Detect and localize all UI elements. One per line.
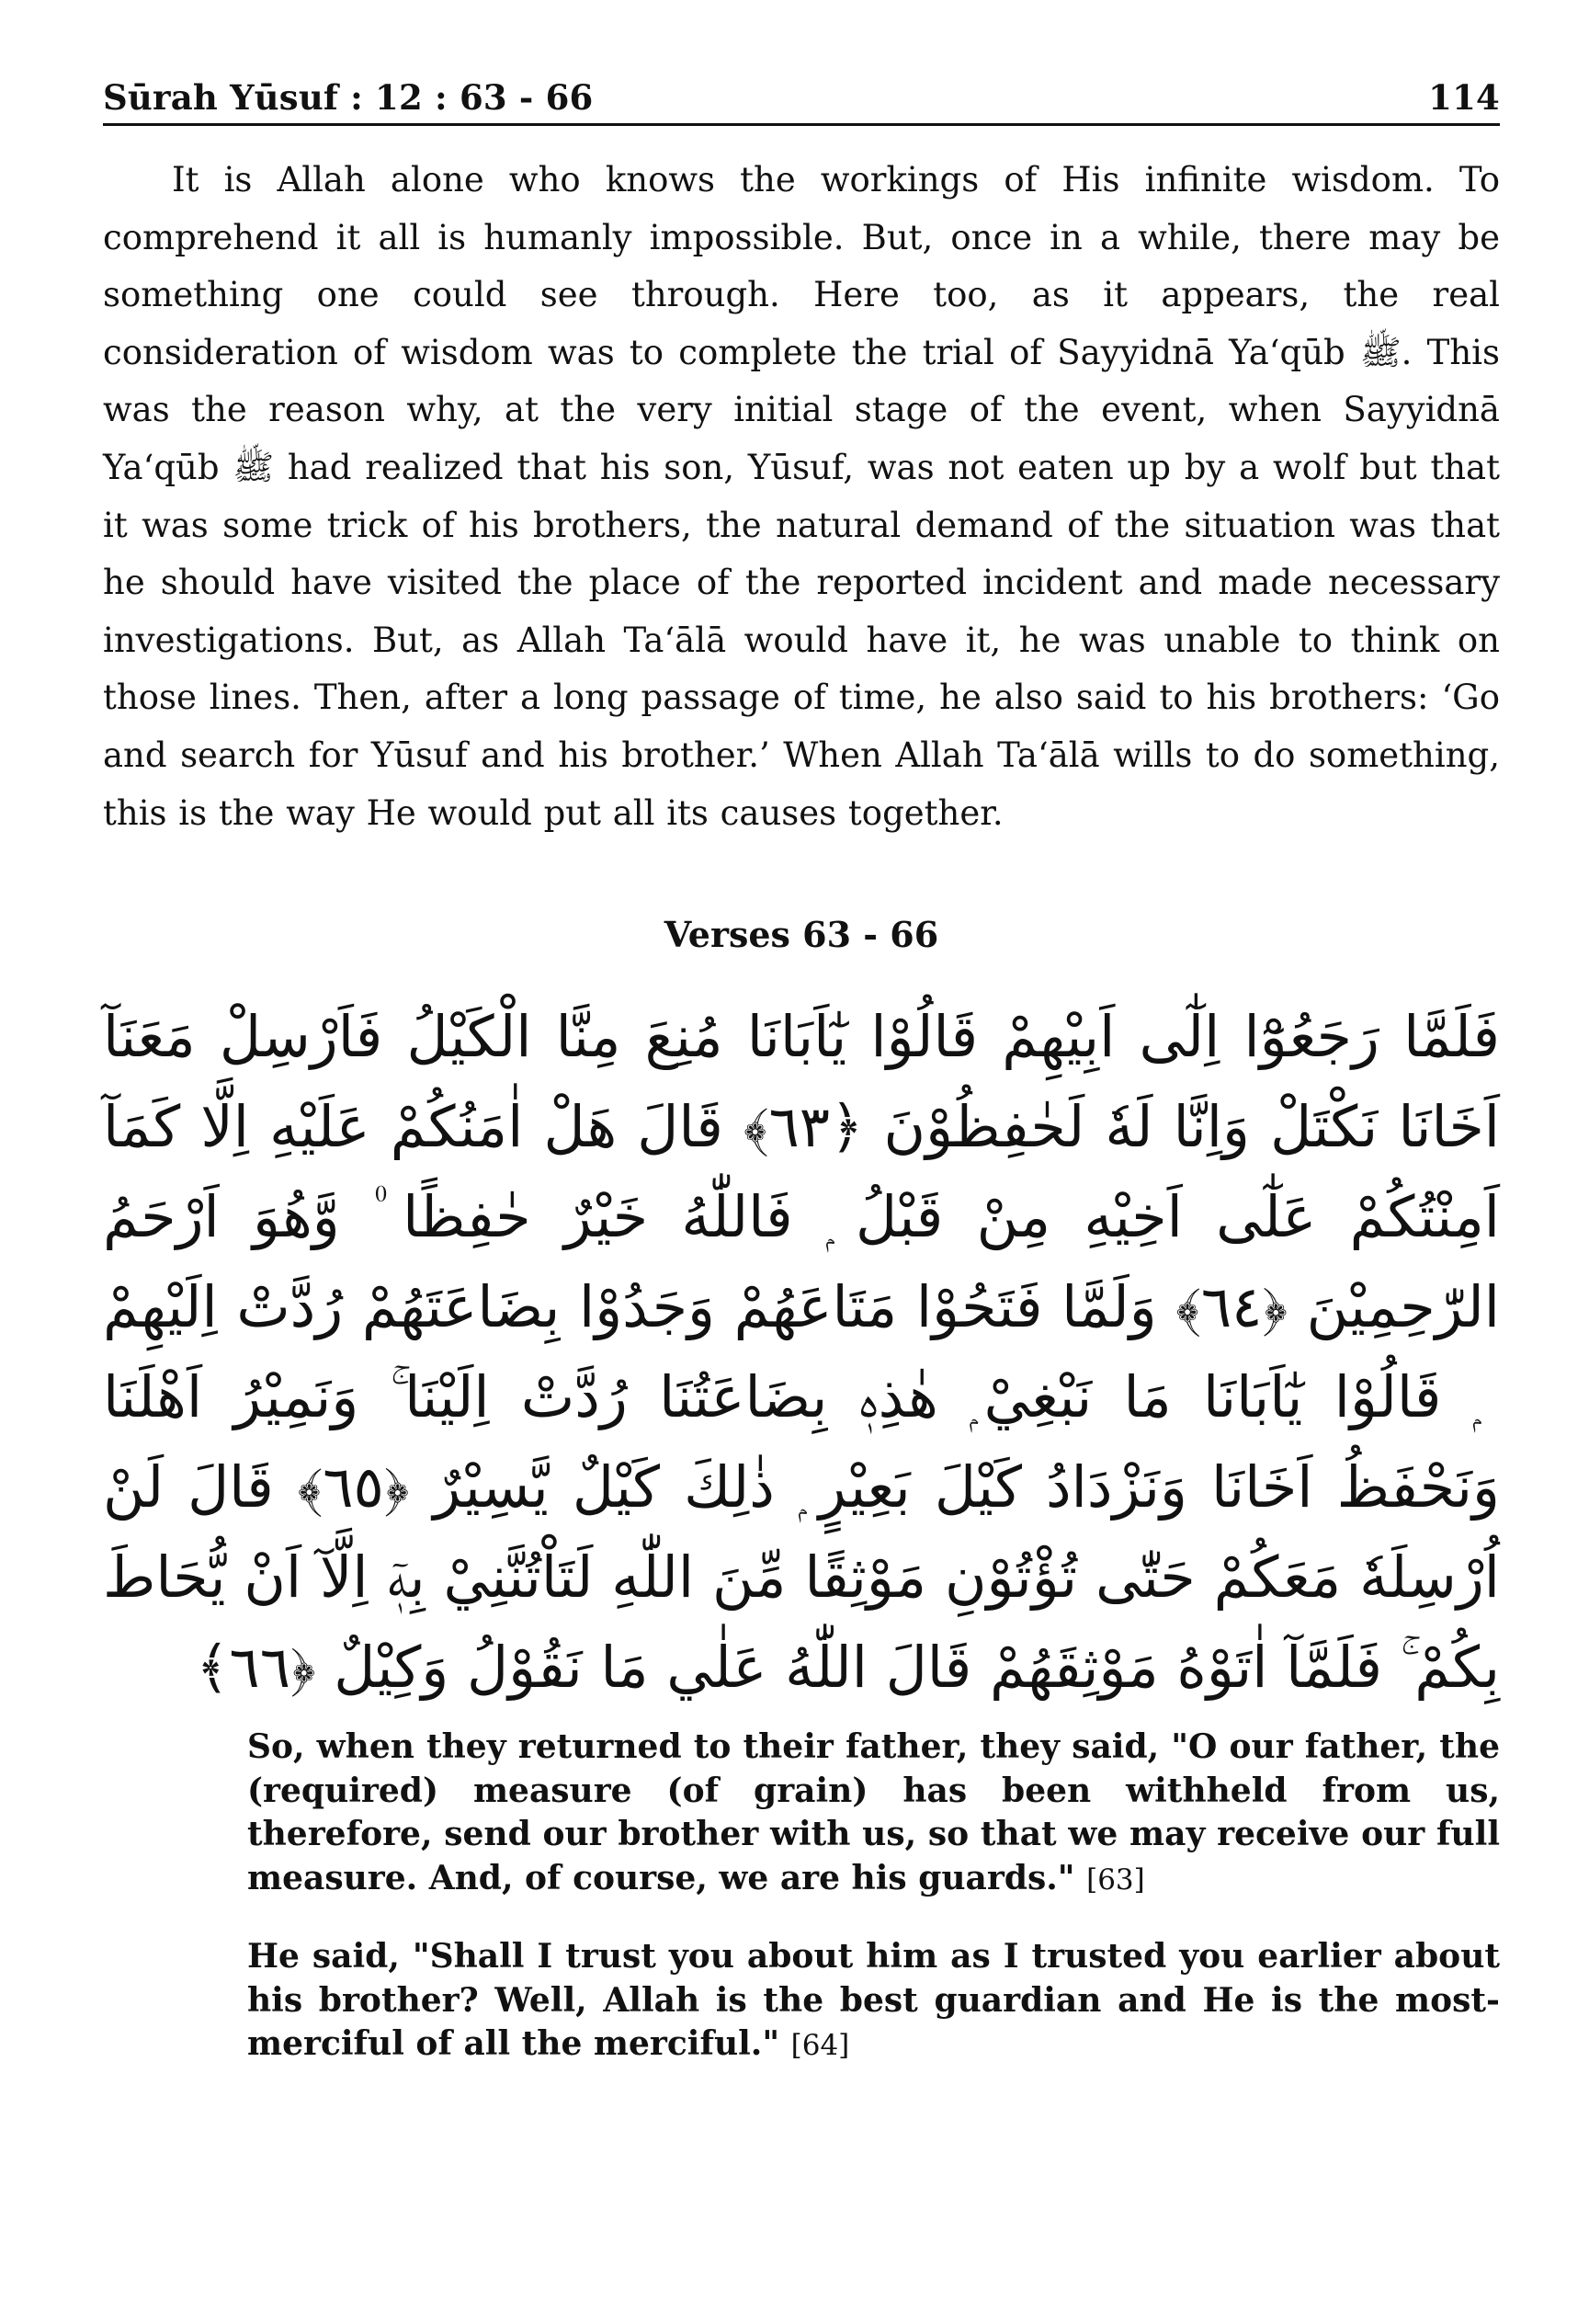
translation-verse-63 — [247, 1726, 1500, 1902]
chapter-reference: Sūrah Yūsuf : 12 : 63 - 66 — [103, 77, 594, 118]
translation-text: So, when they returned to their father, they said, "O our father, the (required) measure (of grain) has been withheld from us, therefore, send our brother with us, so that we may receive our full measure. And, of course, we are his guards." — [247, 1727, 1500, 1897]
translation-verse-64 — [247, 1935, 1500, 2068]
commentary-paragraph: It is Allah alone who knows the workings of His infinite wisdom. To comprehend it all is humanly impossible. But, once in a while, there may be something one could see through. Here too, as it appears, the real consideration of wisdom was to complete the trial of Sayyidnā Ya‘qūb ﷺ. This was the reason why, at the very initial stage of the event, when Sayyidnā Ya‘qūb ﷺ had realized that his son, Yūsuf, was not eaten up by a wolf but that it was some trick of his brothers, the natural demand of the situation was that he should have visited the place of the reported incident and made necessary investigations. But, as Allah Ta‘ālā would have it, he was unable to think on those lines. Then, after a long passage of time, he also said to his brothers: ‘Go and search for Yūsuf and his brother.’ When Allah Ta‘ālā wills to do something, this is the way He would put all its causes together. — [103, 160, 1500, 833]
translation-text: He said, "Shall I trust you about him as I trusted you earlier about his brother? Well, Allah is the best guardian and He is the most-merciful of all the merciful." — [247, 1937, 1500, 2064]
running-header — [103, 66, 1500, 126]
book-page — [103, 66, 1500, 2291]
verse-number: [64] — [790, 2029, 850, 2063]
arabic-verses: فَلَمَّا رَجَعُوْٓا اِلٰٓى اَبِيْهِمْ قَالُوْا يٰٓاَبَانَا مُنِعَ مِنَّا الْكَيْلُ فَاَرْسِلْ مَعَنَآ اَخَانَا نَكْتَلْ وَاِنَّا لَهٗ لَحٰفِظُوْنَ ﴿٦٣﴾ قَالَ هَلْ اٰمَنُكُمْ عَلَيْهِ اِلَّا كَمَآ اَمِنْتُكُمْ عَلٰٓى اَخِيْهِ مِنْ قَبْلُ ۭ فَاللّٰهُ خَيْرٌ حٰفِظًا ۠ وَّهُوَ اَرْحَمُ الرّٰحِمِيْنَ ﴿٦٤﴾ وَلَمَّا فَتَحُوْا مَتَاعَهُمْ وَجَدُوْا بِضَاعَتَهُمْ رُدَّتْ اِلَيْهِمْ ۭ قَالُوْا يٰٓاَبَانَا مَا نَبْغِيْ ۭ هٰذِهٖ بِضَاعَتُنَا رُدَّتْ اِلَيْنَا ۚ وَنَمِيْرُ اَهْلَنَا وَنَحْفَظُ اَخَانَا وَنَزْدَادُ كَيْلَ بَعِيْرٍ ۭ ذٰلِكَ كَيْلٌ يَّسِيْرٌ ﴿٦٥﴾ قَالَ لَنْ اُرْسِلَهٗ مَعَكُمْ حَتّٰى تُؤْتُوْنِ مَوْثِقًا مِّنَ اللّٰهِ لَتَاْتُنَّنِيْ بِهٖٓ اِلَّآ اَنْ يُّحَاطَ بِكُمْ ۚ فَلَمَّآ اٰتَوْهُ مَوْثِقَهُمْ قَالَ اللّٰهُ عَلٰي مَا نَقُوْلُ وَكِيْلٌ ﴿٦٦﴾ — [103, 1003, 1501, 1702]
verses-heading: Verses 63 - 66 — [664, 914, 939, 956]
page-number: 114 — [1428, 77, 1500, 118]
verse-number: [63] — [1086, 1863, 1145, 1897]
